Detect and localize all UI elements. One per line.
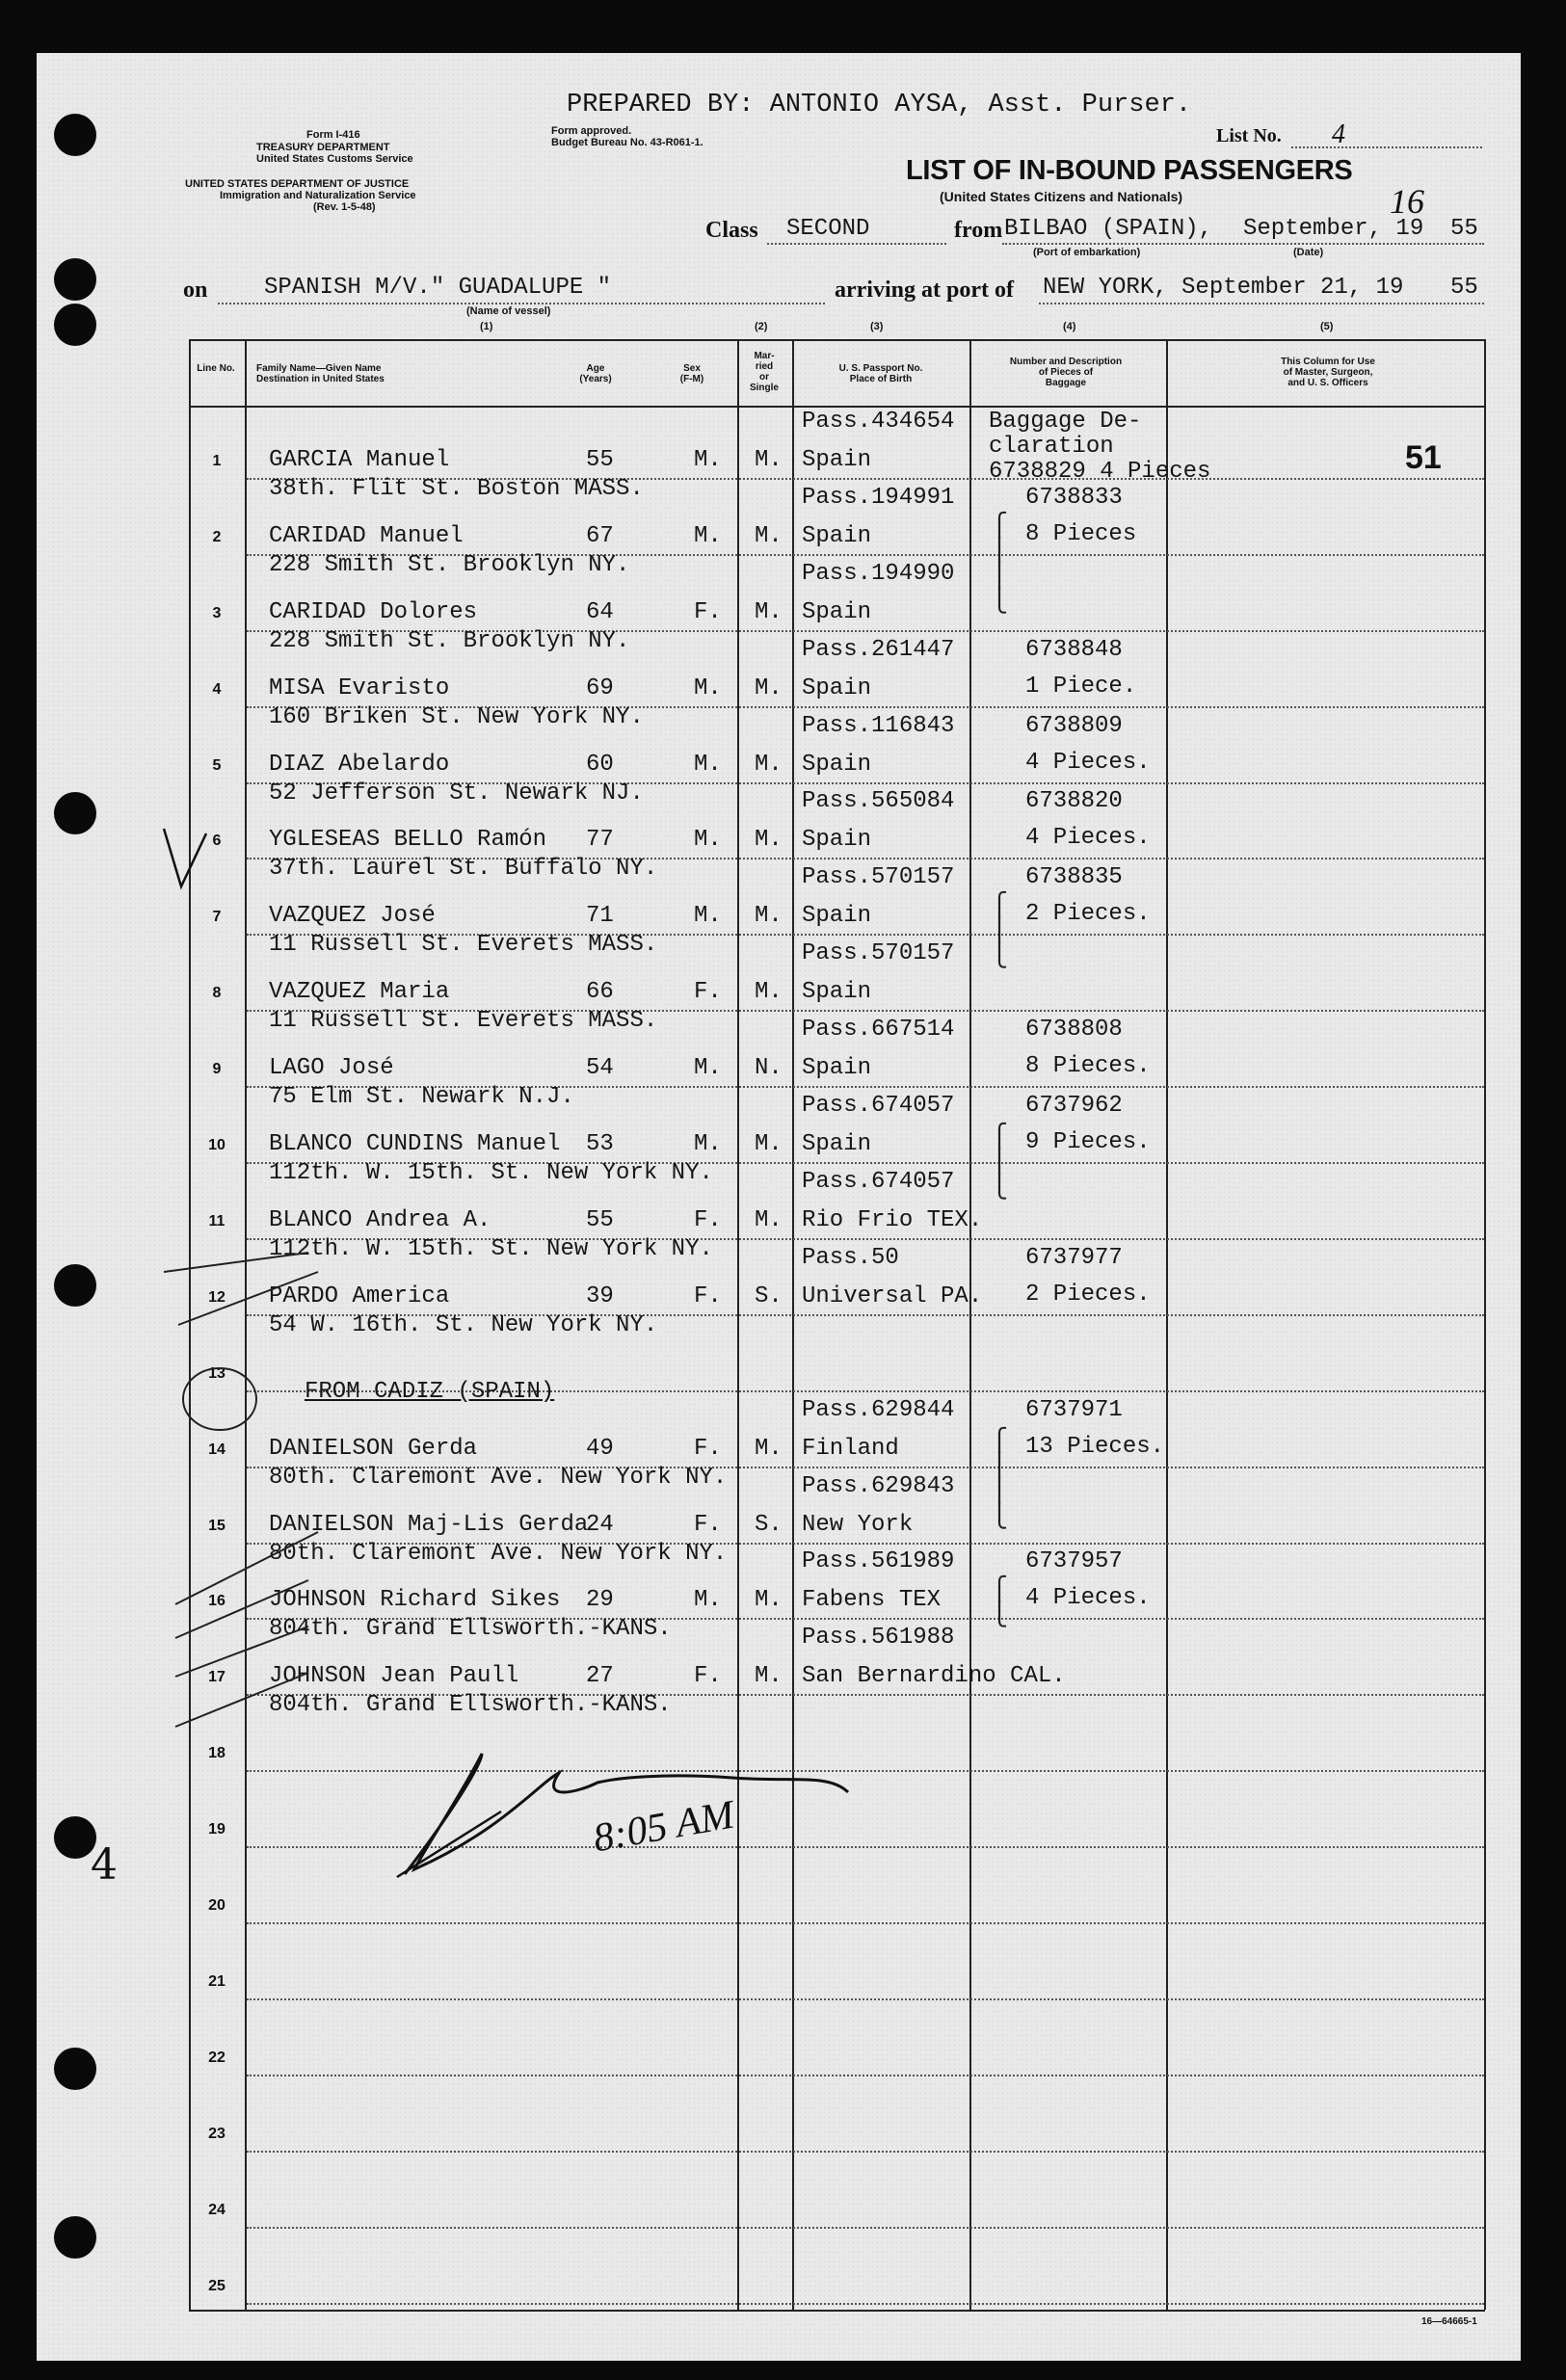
column-number: (1): [480, 321, 493, 332]
baggage-tag-number: 6738848: [1025, 637, 1123, 663]
document-title: LIST OF IN-BOUND PASSENGERS: [906, 155, 1353, 186]
column-number: (4): [1063, 321, 1076, 332]
passenger-marital-status: M.: [755, 675, 783, 701]
baggage-pieces: 4 Pieces.: [1025, 1585, 1151, 1611]
passenger-name: GARCIA Manuel: [269, 447, 450, 473]
passport-number: Pass.570157: [802, 864, 955, 890]
passenger-sex: F.: [694, 599, 722, 625]
passenger-destination: 37th. Laurel St. Buffalo NY.: [269, 856, 658, 882]
passenger-age: 67: [586, 523, 614, 549]
passenger-sex: F.: [694, 1283, 722, 1309]
passport-number: Pass.629844: [802, 1397, 955, 1423]
port-of-embarkation: BILBAO (SPAIN),: [1004, 216, 1213, 242]
column-number: (5): [1320, 321, 1334, 332]
line-number: 20: [208, 1897, 226, 1914]
passenger-marital-status: S.: [755, 1283, 783, 1309]
passenger-age: 77: [586, 827, 614, 853]
header-married: Mar- ried or Single: [749, 351, 779, 393]
passenger-marital-status: M.: [755, 1587, 783, 1613]
line-number: 22: [208, 2049, 226, 2066]
passenger-marital-status: S.: [755, 1512, 783, 1538]
line-number: 10: [208, 1137, 226, 1153]
passenger-age: 55: [586, 1207, 614, 1233]
brace-bracket: ⎧ ⎪ ⎪ ⎩: [991, 512, 1008, 614]
passenger-marital-status: N.: [755, 1055, 783, 1081]
passenger-destination: 112th. W. 15th. St. New York NY.: [269, 1236, 713, 1262]
passenger-age: 55: [586, 447, 614, 473]
passenger-marital-status: M.: [755, 752, 783, 778]
place-of-birth: Spain: [802, 1131, 872, 1157]
prepared-by: PREPARED BY: ANTONIO AYSA, Asst. Purser.: [567, 91, 1192, 119]
passenger-sex: F.: [694, 979, 722, 1005]
baggage-tag-number: 6738833: [1025, 485, 1123, 511]
place-of-birth: Spain: [802, 752, 872, 778]
passenger-sex: M.: [694, 1587, 722, 1613]
passenger-sex: M.: [694, 1055, 722, 1081]
passenger-destination: 160 Briken St. New York NY.: [269, 704, 644, 730]
margin-stroke: [175, 1580, 308, 1638]
line-number: 17: [208, 1669, 226, 1685]
line-number: 25: [208, 2278, 226, 2294]
line-number: 5: [212, 757, 222, 774]
passenger-marital-status: M.: [755, 447, 783, 473]
passport-number: Pass.561988: [802, 1625, 955, 1651]
passenger-marital-status: M.: [755, 1131, 783, 1157]
margin-stroke: [175, 1532, 318, 1604]
header-age: Age (Years): [579, 363, 612, 384]
passenger-sex: M.: [694, 903, 722, 929]
baggage-tag-number: 6738809: [1025, 713, 1123, 739]
vessel-caption: (Name of vessel): [466, 305, 551, 317]
place-of-birth: Spain: [802, 447, 872, 473]
baggage-tag-number: 6737962: [1025, 1093, 1123, 1119]
brace-bracket: ⎧ ⎪ ⎩: [991, 1123, 1008, 1200]
header-name: Family Name—Given Name Destination in United States: [256, 363, 385, 384]
line-number: 6: [212, 833, 222, 849]
line-number: 15: [208, 1518, 226, 1534]
passport-number: Pass.674057: [802, 1169, 955, 1195]
baggage-pieces: 4 Pieces.: [1025, 750, 1151, 776]
baggage-pieces: 13 Pieces.: [1025, 1434, 1165, 1460]
passenger-age: 69: [586, 675, 614, 701]
header-officers: This Column for Use of Master, Surgeon, and U. S. Officers: [1281, 357, 1375, 388]
passenger-sex: M.: [694, 1131, 722, 1157]
document-subtitle: (United States Citizens and Nationals): [940, 189, 1183, 204]
line-number: 23: [208, 2126, 226, 2142]
passenger-destination: 80th. Claremont Ave. New York NY.: [269, 1465, 728, 1491]
passenger-marital-status: M.: [755, 523, 783, 549]
baggage-tag-number: 6738808: [1025, 1017, 1123, 1043]
list-no-value: 4: [1332, 119, 1345, 149]
passenger-marital-status: M.: [755, 1436, 783, 1462]
passport-number: Pass.570157: [802, 940, 955, 966]
passenger-destination: 52 Jefferson St. Newark NJ.: [269, 780, 644, 807]
handwritten-16: 16: [1390, 182, 1424, 221]
baggage-pieces: 2 Pieces.: [1025, 1282, 1151, 1308]
baggage-tag-number: 6738820: [1025, 788, 1123, 814]
passenger-sex: F.: [694, 1663, 722, 1689]
baggage-tag-number: 6738835: [1025, 864, 1123, 890]
passenger-age: 27: [586, 1663, 614, 1689]
on-label: on: [183, 278, 208, 303]
passport-number: Pass.674057: [802, 1093, 955, 1119]
line-number: 16: [208, 1593, 226, 1609]
passenger-destination: 804th. Grand Ellsworth.-KANS.: [269, 1616, 672, 1642]
passenger-sex: F.: [694, 1436, 722, 1462]
passenger-age: 71: [586, 903, 614, 929]
baggage-pieces: 9 Pieces.: [1025, 1129, 1151, 1155]
place-of-birth: Spain: [802, 675, 872, 701]
from-label: from: [954, 218, 1003, 243]
passport-number: Pass.629843: [802, 1473, 955, 1499]
vessel-name: SPANISH M/V." GUADALUPE ": [264, 275, 612, 301]
customs-service: United States Customs Service: [256, 153, 413, 165]
passenger-marital-status: M.: [755, 1663, 783, 1689]
line-number: 11: [208, 1213, 226, 1230]
immigration-service: Immigration and Naturalization Service: [220, 190, 416, 201]
embarkation-date: September, 19: [1243, 216, 1424, 242]
baggage-tag-number: 6737957: [1025, 1548, 1123, 1574]
passenger-age: 29: [586, 1587, 614, 1613]
brace-bracket: ⎧ ⎪ ⎪ ⎩: [991, 1427, 1008, 1529]
passport-number: Pass.50: [802, 1245, 899, 1271]
passenger-age: 49: [586, 1436, 614, 1462]
place-of-birth: Spain: [802, 827, 872, 853]
place-of-birth: Finland: [802, 1436, 899, 1462]
passenger-marital-status: M.: [755, 979, 783, 1005]
baggage-pieces: 8 Pieces.: [1025, 1053, 1151, 1079]
passenger-sex: M.: [694, 447, 722, 473]
class-label: Class: [705, 218, 758, 243]
place-of-birth: New York: [802, 1512, 914, 1538]
passenger-marital-status: M.: [755, 903, 783, 929]
baggage-text: Baggage De-: [989, 409, 1142, 435]
brace-bracket: ⎧ ⎪ ⎩: [991, 891, 1008, 968]
baggage-pieces: 8 Pieces: [1025, 521, 1137, 547]
passenger-name: YGLESEAS BELLO Ramón: [269, 827, 547, 853]
passenger-age: 64: [586, 599, 614, 625]
line-number: 8: [212, 985, 222, 1001]
passenger-destination: 804th. Grand Ellsworth.-KANS.: [269, 1692, 672, 1718]
passenger-destination: 54 W. 16th. St. New York NY.: [269, 1312, 658, 1338]
passenger-sex: M.: [694, 523, 722, 549]
officer-number: 51: [1405, 439, 1442, 476]
line-number: 14: [208, 1441, 226, 1458]
place-of-birth: Rio Frio TEX.: [802, 1207, 983, 1233]
column-number: (2): [755, 321, 768, 332]
passenger-age: 53: [586, 1131, 614, 1157]
header-passport: U. S. Passport No. Place of Birth: [838, 363, 923, 384]
passenger-name: MISA Evaristo: [269, 675, 450, 701]
passenger-name: CARIDAD Dolores: [269, 599, 478, 625]
section-heading: FROM CADIZ (SPAIN): [305, 1379, 555, 1405]
passenger-name: JOHNSON Jean Paull: [269, 1663, 519, 1689]
passenger-sex: F.: [694, 1207, 722, 1233]
passenger-destination: 11 Russell St. Everets MASS.: [269, 1008, 658, 1034]
baggage-tag-number: 6737977: [1025, 1245, 1123, 1271]
passenger-destination: 80th. Claremont Ave. New York NY.: [269, 1541, 728, 1567]
date-caption: (Date): [1293, 247, 1324, 258]
place-of-birth: Spain: [802, 523, 872, 549]
passport-number: Pass.565084: [802, 788, 955, 814]
passport-number: Pass.194991: [802, 485, 955, 511]
header-baggage: Number and Description of Pieces of Baggage: [1009, 357, 1123, 388]
line-number: 21: [208, 1973, 226, 1990]
passenger-destination: 38th. Flit St. Boston MASS.: [269, 476, 644, 502]
passenger-name: LAGO José: [269, 1055, 394, 1081]
circle-mark: [183, 1368, 256, 1430]
passport-number: Pass.434654: [802, 409, 955, 435]
passenger-sex: M.: [694, 752, 722, 778]
passenger-destination: 112th. W. 15th. St. New York NY.: [269, 1160, 713, 1186]
passenger-destination: 228 Smith St. Brooklyn NY.: [269, 628, 630, 654]
line-number: 3: [212, 605, 222, 621]
passenger-sex: M.: [694, 675, 722, 701]
passenger-name: DANIELSON Gerda: [269, 1436, 478, 1462]
baggage-tag-number: 6737971: [1025, 1397, 1123, 1423]
margin-stroke: [164, 1253, 308, 1272]
list-no-label: List No.: [1216, 125, 1282, 146]
line-number: 19: [208, 1821, 226, 1838]
form-approved: Form approved.: [551, 125, 632, 137]
place-of-birth: San Bernardino CAL.: [802, 1663, 1066, 1689]
port-caption: (Port of embarkation): [1033, 247, 1141, 258]
line-number: 9: [212, 1061, 222, 1077]
passenger-age: 24: [586, 1512, 614, 1538]
line-number: 4: [212, 681, 222, 698]
passenger-name: BLANCO Andrea A.: [269, 1207, 491, 1233]
passenger-name: VAZQUEZ José: [269, 903, 436, 929]
passport-number: Pass.261447: [802, 637, 955, 663]
class-value: SECOND: [786, 216, 870, 242]
header-line-no: Line No.: [197, 363, 235, 374]
passenger-age: 60: [586, 752, 614, 778]
margin-mark: 4: [91, 1840, 118, 1890]
arriving-label: arriving at port of: [835, 278, 1014, 303]
margin-stroke: [175, 1626, 308, 1677]
brace-bracket: ⎧ ⎩: [991, 1575, 1008, 1627]
embarkation-year: 55: [1450, 216, 1478, 242]
revision-date: (Rev. 1-5-48): [313, 201, 376, 213]
passenger-name: JOHNSON Richard Sikes: [269, 1587, 561, 1613]
passenger-name: PARDO America: [269, 1283, 450, 1309]
arrival-year: 55: [1450, 275, 1478, 301]
passenger-age: 39: [586, 1283, 614, 1309]
baggage-pieces: 1 Piece.: [1025, 674, 1137, 700]
passenger-name: DIAZ Abelardo: [269, 752, 450, 778]
department-of-justice: UNITED STATES DEPARTMENT OF JUSTICE: [185, 178, 410, 190]
passenger-marital-status: M.: [755, 599, 783, 625]
line-number: 24: [208, 2202, 226, 2218]
line-number: 13: [208, 1365, 226, 1382]
passport-number: Pass.194990: [802, 561, 955, 587]
header-sex: Sex (F-M): [679, 363, 704, 384]
place-of-birth: Spain: [802, 979, 872, 1005]
arrival-port-date: NEW YORK, September 21, 19: [1043, 275, 1404, 301]
baggage-pieces: 2 Pieces.: [1025, 901, 1151, 927]
place-of-birth: Fabens TEX: [802, 1587, 942, 1613]
baggage-text: 6738829 4 Pieces: [989, 459, 1211, 485]
baggage-pieces: 4 Pieces.: [1025, 825, 1151, 851]
column-number: (3): [870, 321, 884, 332]
place-of-birth: Spain: [802, 1055, 872, 1081]
passport-number: Pass.561989: [802, 1548, 955, 1574]
passport-number: Pass.667514: [802, 1017, 955, 1043]
form-number: Form I-416: [306, 129, 360, 141]
passenger-marital-status: M.: [755, 1207, 783, 1233]
passenger-age: 66: [586, 979, 614, 1005]
signature-time: 8:05 AM: [590, 1792, 738, 1862]
margin-stroke: [178, 1272, 318, 1325]
signature-icon: [397, 1811, 501, 1877]
passenger-name: CARIDAD Manuel: [269, 523, 464, 549]
line-number: 7: [212, 909, 222, 925]
line-number: 18: [208, 1745, 226, 1761]
passenger-age: 54: [586, 1055, 614, 1081]
passenger-sex: M.: [694, 827, 722, 853]
footer-code: 16—64665-1: [1421, 2316, 1477, 2327]
passenger-destination: 75 Elm St. Newark N.J.: [269, 1084, 574, 1110]
line-number: 12: [208, 1289, 226, 1306]
passenger-name: BLANCO CUNDINS Manuel: [269, 1131, 561, 1157]
baggage-text: claration: [989, 434, 1114, 460]
treasury-department: TREASURY DEPARTMENT: [256, 142, 390, 153]
passenger-marital-status: M.: [755, 827, 783, 853]
passenger-destination: 11 Russell St. Everets MASS.: [269, 932, 658, 958]
place-of-birth: Universal PA.: [802, 1283, 983, 1309]
line-number: 1: [212, 453, 222, 469]
margin-stroke: [175, 1673, 308, 1727]
passenger-name: VAZQUEZ Maria: [269, 979, 450, 1005]
line-number: 2: [212, 529, 222, 545]
checkmark-icon: [164, 829, 206, 886]
passport-number: Pass.116843: [802, 713, 955, 739]
passenger-name: DANIELSON Maj-Lis Gerda: [269, 1512, 589, 1538]
passenger-sex: F.: [694, 1512, 722, 1538]
passenger-destination: 228 Smith St. Brooklyn NY.: [269, 552, 630, 578]
place-of-birth: Spain: [802, 599, 872, 625]
budget-bureau: Budget Bureau No. 43-R061-1.: [551, 137, 703, 148]
place-of-birth: Spain: [802, 903, 872, 929]
